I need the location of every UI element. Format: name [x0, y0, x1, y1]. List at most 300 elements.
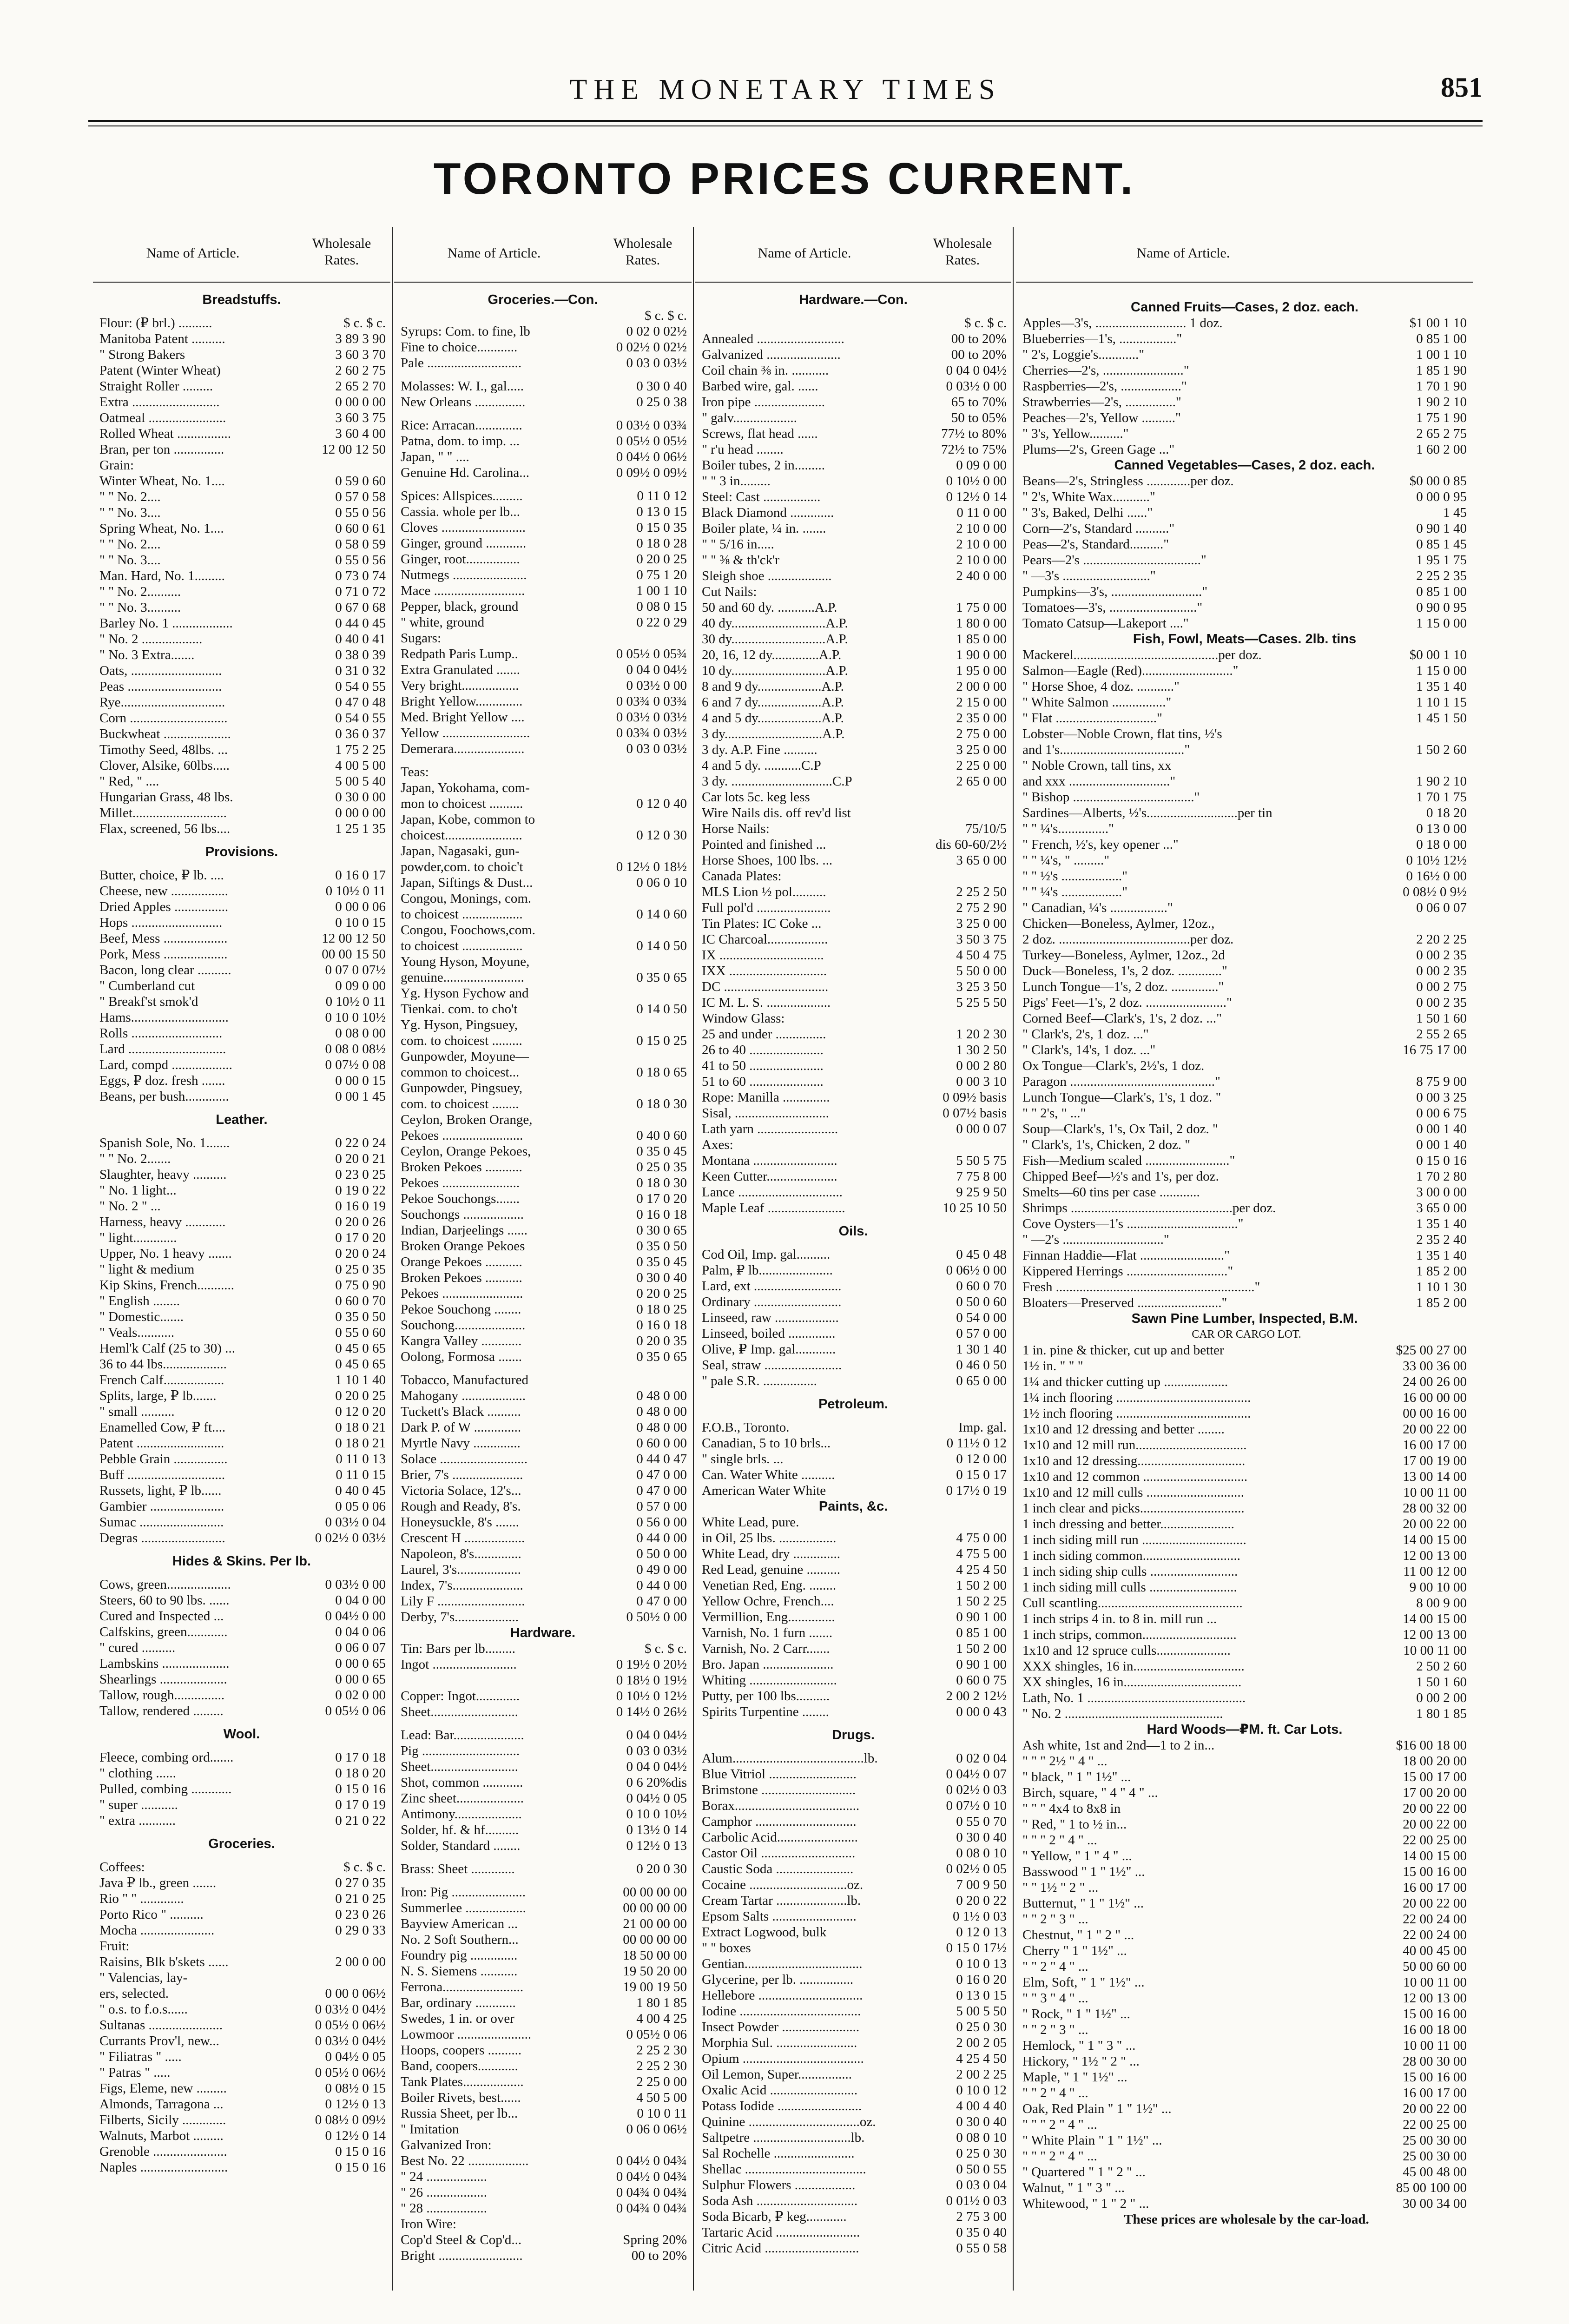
section-heading — [93, 1726, 390, 1742]
article-name: Ash white, 1st and 2nd—1 to 2 in... — [1022, 1738, 1215, 1753]
wholesale-rate: 0 05½ 0 06½ — [315, 2018, 386, 2033]
article-name: " Domestic....... — [99, 1309, 184, 1324]
article-name: " " 2 " 4 " ... — [1022, 1959, 1088, 1974]
section-title: Hard Woods—₽M. ft. Car Lots. — [1147, 1722, 1343, 1737]
wholesale-rate: 1 35 1 40 — [1416, 1216, 1467, 1231]
price-row — [93, 1671, 390, 1687]
price-row — [93, 410, 390, 426]
price-row — [695, 2225, 1011, 2240]
price-row — [695, 2019, 1011, 2035]
article-name: 10 dy............................A.P. — [702, 663, 848, 678]
price-row — [695, 1782, 1011, 1798]
price-row — [93, 2128, 390, 2144]
price-row — [394, 859, 692, 875]
wholesale-rate: 0 55 0 56 — [335, 553, 386, 568]
price-row — [695, 2130, 1011, 2146]
wholesale-rate: 0 29 0 33 — [335, 1923, 386, 1938]
wholesale-rate: 1 60 2 00 — [1416, 442, 1467, 457]
article-name: Coil chain ⅜ in. ........... — [702, 363, 829, 378]
price-row — [695, 1972, 1011, 1987]
article-name: Lath, No. 1 ............................................... — [1022, 1690, 1246, 1705]
article-name: " " ¼'s..............." — [1022, 821, 1114, 836]
article-name: " " boxes — [702, 1941, 751, 1955]
wholesale-rate: 0 65 0 00 — [956, 1373, 1007, 1388]
wholesale-rate: 0 04¾ 0 04¾ — [616, 2201, 687, 2216]
price-row — [695, 1861, 1011, 1877]
wholesale-rate: 28 00 30 00 — [1403, 2054, 1467, 2069]
price-row — [1016, 1990, 1473, 2006]
price-row — [695, 2098, 1011, 2114]
price-row — [695, 426, 1011, 442]
price-row — [1016, 1089, 1473, 1105]
price-row — [695, 552, 1011, 568]
wholesale-rate: 1 10 1 30 — [1416, 1280, 1467, 1294]
article-name: Soup—Clark's, 1's, Ox Tail, 2 doz. " — [1022, 1122, 1218, 1136]
article-name: Barley No. 1 .................. — [99, 616, 233, 631]
wholesale-rate: 0 03 0 03½ — [626, 356, 687, 370]
article-name: Indian, Darjeelings ...... — [401, 1223, 528, 1238]
article-name: Lead: Bar..................... — [401, 1728, 524, 1743]
article-name: Sardines—Alberts, ½'s...........................per tin — [1022, 805, 1272, 820]
wholesale-rate: 0 04½ 0 04¾ — [616, 2169, 687, 2184]
price-row — [695, 1467, 1011, 1483]
wholesale-rate: 0 18 0 25 — [636, 1302, 687, 1317]
wholesale-rate: 0 50½ 0 00 — [626, 1610, 687, 1624]
article-name: Bran, per ton ............... — [99, 442, 224, 457]
article-name: Demerara..................... — [401, 741, 525, 756]
article-name: Soda Ash .............................. — [702, 2193, 858, 2208]
price-row — [1016, 1548, 1473, 1564]
article-name: Russia Sheet, per lb... — [401, 2106, 518, 2121]
price-row — [695, 568, 1011, 584]
wholesale-rate: 00 to 20% — [951, 347, 1007, 362]
wholesale-rate: 0 11 0 12 — [637, 489, 687, 503]
price-row — [1016, 852, 1473, 868]
price-row — [695, 1310, 1011, 1326]
article-name: Yg. Hyson Fychow and — [401, 986, 529, 1001]
wholesale-rate: 21 00 00 00 — [623, 1916, 687, 1931]
price-row — [93, 962, 390, 978]
price-row — [1016, 1105, 1473, 1121]
price-row — [93, 363, 390, 378]
wholesale-rate: 0 16 0 18 — [636, 1318, 687, 1333]
wholesale-rate: 0 06 0 07 — [335, 1640, 386, 1655]
price-row — [394, 725, 692, 741]
wholesale-rate: 3 89 3 90 — [335, 331, 386, 346]
wholesale-rate: 0 04 0 04½ — [946, 363, 1007, 378]
article-name: Sugars: — [401, 631, 441, 646]
article-name: Gambier ...................... — [99, 1499, 224, 1514]
wholesale-rate: 0 04 0 04½ — [626, 1759, 687, 1774]
price-row — [394, 954, 692, 970]
price-row — [394, 1790, 692, 1806]
article-name: and xxx .............................." — [1022, 774, 1176, 789]
article-name: Canada Plates: — [702, 869, 782, 884]
price-column-2 — [394, 227, 692, 2291]
wholesale-rate: 12 00 12 50 — [322, 931, 386, 946]
article-name: Brier, 7's ..................... — [401, 1467, 523, 1482]
wholesale-rate: 1 50 2 25 — [956, 1594, 1007, 1609]
column-header — [695, 227, 1011, 283]
article-name: Elm, Soft, " 1 " 1½" ... — [1022, 1975, 1145, 1990]
price-row — [93, 1640, 390, 1656]
article-name: Oatmeal ....................... — [99, 410, 226, 425]
section-title: Canned Vegetables—Cases, 2 doz. each. — [1114, 458, 1375, 473]
article-name: 3 dy.............................A.P. — [702, 726, 845, 741]
price-row — [394, 1333, 692, 1349]
price-row — [695, 1089, 1011, 1105]
wholesale-rate: 0 19 0 22 — [335, 1183, 386, 1198]
section-title: Groceries.—Con. — [488, 292, 598, 307]
price-row — [93, 1656, 390, 1671]
wholesale-rate: 0 04½ 0 04¾ — [616, 2153, 687, 2168]
price-row — [1016, 600, 1473, 615]
wholesale-rate: 0 60 0 61 — [335, 521, 386, 536]
price-row — [93, 1608, 390, 1624]
article-name: Pekoe Souchongs....... — [401, 1191, 520, 1206]
wholesale-rate: 3 25 0 00 — [956, 916, 1007, 931]
price-row — [695, 1845, 1011, 1861]
wholesale-rate: 0 35 0 40 — [956, 2225, 1007, 2240]
article-name: Tomatoes—3's, .........................." — [1022, 600, 1203, 615]
wholesale-rate: 4 75 0 00 — [956, 1531, 1007, 1545]
wholesale-rate: 0 57 0 00 — [636, 1499, 687, 1514]
price-row — [1016, 536, 1473, 552]
price-row — [394, 339, 692, 355]
article-name: MLS Lion ½ pol.......... — [702, 885, 826, 899]
price-row — [695, 679, 1011, 694]
price-row — [1016, 1263, 1473, 1279]
article-name: 1 inch clear and picks............................... — [1022, 1501, 1245, 1516]
column-header-rates: Wholesale Rates. — [933, 236, 992, 268]
article-name: Nutmegs ...................... — [401, 568, 527, 582]
wholesale-rate: 0 15 0 25 — [636, 1033, 687, 1048]
article-name: Copper: Ingot............. — [401, 1689, 520, 1703]
article-name: Turkey—Boneless, Aylmer, 12oz., 2d — [1022, 948, 1225, 963]
wholesale-rate: 1 85 2 00 — [1416, 1295, 1467, 1310]
wholesale-rate: 0 09 0 00 — [335, 978, 386, 993]
wholesale-rate: 0 49 0 00 — [636, 1562, 687, 1577]
wholesale-rate: 0 04½ 0 07 — [946, 1767, 1007, 1782]
article-name: Sultanas ...................... — [99, 2018, 223, 2033]
wholesale-rate: 0 00 0 06 — [335, 899, 386, 914]
article-name: " No. 1 light... — [99, 1183, 177, 1198]
wholesale-rate: 50 to 05% — [951, 410, 1007, 425]
section-heading — [394, 1625, 692, 1641]
article-name: Laurel, 3's................... — [401, 1562, 521, 1577]
price-row — [695, 852, 1011, 868]
article-name: 3 dy. ..............................C.P — [702, 774, 852, 789]
section-title: Leather. — [216, 1112, 268, 1127]
price-row — [394, 2058, 692, 2074]
price-row — [93, 821, 390, 837]
article-name: Young Hyson, Moyune, — [401, 954, 530, 969]
article-name: powder,com. to choic't — [401, 859, 523, 874]
wholesale-rate: Imp. gal. — [958, 1420, 1007, 1435]
price-row — [93, 1128, 390, 1135]
price-row — [695, 1593, 1011, 1609]
wholesale-rate: 12 00 13 00 — [1403, 1548, 1467, 1563]
article-name: Victoria Solace, 12's... — [401, 1483, 521, 1498]
wholesale-rate: 2 50 2 60 — [1416, 1659, 1467, 1674]
price-row — [93, 1419, 390, 1435]
price-row — [394, 1932, 692, 1948]
article-name: 1½ inch flooring ........................................ — [1022, 1406, 1251, 1421]
price-row — [1016, 1832, 1473, 1848]
wholesale-rate: 0 10 0 15 — [335, 915, 386, 930]
wholesale-rate: 0 04 0 04½ — [626, 1728, 687, 1743]
wholesale-rate: 20 00 22 00 — [1403, 1817, 1467, 1832]
price-row — [1016, 663, 1473, 679]
article-name: Sisal, ............................ — [702, 1106, 829, 1121]
price-row — [394, 1704, 692, 1720]
article-name: Montana ......................... — [702, 1153, 837, 1168]
wholesale-rate: 17 00 20 00 — [1403, 1785, 1467, 1800]
wholesale-rate: 15 00 16 00 — [1403, 2070, 1467, 2085]
wholesale-rate: 0 22 0 29 — [636, 615, 687, 630]
wholesale-rate: 1 00 1 10 — [1416, 347, 1467, 362]
wholesale-rate: 10 00 11 00 — [1403, 1643, 1467, 1658]
article-name: " " No. 2.......... — [99, 584, 181, 599]
price-row — [695, 789, 1011, 805]
article-name: Hellebore ............................... — [702, 1988, 863, 2003]
price-row — [1016, 1184, 1473, 1200]
wholesale-rate: 0 00 2 00 — [1416, 1690, 1467, 1705]
article-name: Cod Oil, Imp. gal.......... — [702, 1247, 831, 1262]
price-row — [1016, 615, 1473, 631]
price-row — [93, 1592, 390, 1608]
wholesale-rate: 0 10½ 0 00 — [946, 474, 1007, 489]
wholesale-rate: 0 60 0 70 — [335, 1294, 386, 1308]
article-name: " Canadian, ¼'s ................." — [1022, 900, 1173, 915]
price-row — [93, 2001, 390, 2017]
article-name: Chicken—Boneless, Aylmer, 12oz., — [1022, 916, 1215, 931]
price-row — [394, 1995, 692, 2011]
price-row — [1016, 1880, 1473, 1895]
wholesale-rate: 0 13 0 00 — [1416, 821, 1467, 836]
article-name: " white, ground — [401, 615, 485, 630]
price-row — [695, 1530, 1011, 1546]
article-name: Hoops, coopers .......... — [401, 2043, 522, 2058]
column-divider — [1013, 227, 1014, 2291]
article-name: Very bright................. — [401, 678, 519, 693]
price-row — [93, 378, 390, 394]
wholesale-rate: 2 75 0 00 — [956, 726, 1007, 741]
article-name: Opium .................................... — [702, 2051, 864, 2066]
price-row — [695, 742, 1011, 758]
price-row — [93, 1970, 390, 1986]
article-name: Cherries—2's, ........................" — [1022, 363, 1189, 378]
price-row — [695, 2209, 1011, 2225]
price-row — [93, 2112, 390, 2128]
price-row — [1016, 1469, 1473, 1485]
price-row — [93, 1797, 390, 1813]
price-row — [1016, 1074, 1473, 1089]
price-row — [93, 1577, 390, 1592]
price-row — [1016, 1279, 1473, 1295]
price-row — [394, 1372, 692, 1388]
wholesale-rate: 0 45 0 48 — [956, 1247, 1007, 1262]
article-name: " " " 2 " 4 " ... — [1022, 2117, 1097, 2132]
article-name: " 2's, Loggie's............" — [1022, 347, 1145, 362]
wholesale-rate: 0 00 0 00 — [335, 395, 386, 409]
article-name: " White Salmon ................" — [1022, 695, 1172, 710]
article-name: Pekoes ....................... — [401, 1175, 520, 1190]
wholesale-rate: 1 45 1 50 — [1416, 711, 1467, 726]
price-row — [1016, 1200, 1473, 1216]
article-name: 1 inch siding mill run ............................... — [1022, 1532, 1246, 1547]
price-row — [1016, 1437, 1473, 1453]
price-row — [394, 2042, 692, 2058]
article-name: Extra .......................... — [99, 395, 220, 409]
article-name: common to choicest... — [401, 1065, 520, 1080]
article-name: 4 and 5 dy. ...........C.P — [702, 758, 821, 773]
price-row — [394, 1483, 692, 1499]
wholesale-rate: 0 44 0 45 — [335, 616, 386, 631]
article-name: 6 and 7 dy...................A.P. — [702, 695, 844, 710]
section-title: Oils. — [838, 1224, 868, 1239]
price-row — [695, 1373, 1011, 1389]
article-name: Oats, ........................... — [99, 663, 222, 678]
article-name: " " 3 " 4 " ... — [1022, 1991, 1088, 2006]
wholesale-rate: 0 44 0 47 — [636, 1452, 687, 1466]
article-name: 1x10 and 12 dressing................................ — [1022, 1453, 1246, 1468]
wholesale-rate: 2 25 2 30 — [636, 2059, 687, 2073]
section-heading — [1016, 631, 1473, 647]
article-name: Straight Roller ......... — [99, 379, 213, 394]
article-name: " " No. 3.... — [99, 505, 161, 520]
price-row — [93, 1986, 390, 2001]
wholesale-rate: 0 54 0 55 — [335, 711, 386, 726]
article-name: American Water White — [702, 1483, 826, 1498]
wholesale-rate: 0 02½ 0 03 — [946, 1783, 1007, 1797]
price-row — [93, 758, 390, 773]
price-row — [695, 2193, 1011, 2209]
wholesale-rate: 0 30 0 00 — [335, 790, 386, 805]
wholesale-rate: 0 16 0 17 — [335, 868, 386, 883]
price-row — [93, 1938, 390, 1954]
price-row — [394, 1838, 692, 1854]
price-row — [394, 599, 692, 614]
price-row — [93, 1372, 390, 1388]
article-name: Car lots 5c. keg less — [702, 790, 810, 805]
price-row — [394, 875, 692, 891]
price-row — [1016, 2069, 1473, 2085]
wholesale-rate: 0 56 0 00 — [636, 1515, 687, 1530]
article-name: Tienkai. com. to cho't — [401, 1002, 518, 1017]
article-name: Cop'd Steel & Cop'd... — [401, 2232, 522, 2247]
article-name: " No. 3 Extra....... — [99, 647, 195, 662]
wholesale-rate: 1 95 1 75 — [1416, 553, 1467, 568]
wholesale-rate: 0 25 0 35 — [335, 1262, 386, 1277]
price-row — [93, 647, 390, 663]
article-name: Tartaric Acid ......................... — [702, 2225, 860, 2240]
price-row — [1016, 1327, 1473, 1342]
top-rule — [88, 120, 1483, 122]
price-row — [394, 2027, 692, 2042]
price-row — [394, 1861, 692, 1877]
price-row — [394, 308, 692, 324]
wholesale-rate: 1 30 2 50 — [956, 1043, 1007, 1057]
article-name: Tuckett's Black .......... — [401, 1404, 521, 1419]
article-name: Keen Cutter..................... — [702, 1169, 837, 1184]
wholesale-rate: 1 25 1 35 — [335, 821, 386, 836]
price-row — [695, 1908, 1011, 1924]
wholesale-rate: 0 07½ 0 08 — [325, 1057, 386, 1072]
article-name: " " ¼'s .................." — [1022, 885, 1128, 899]
wholesale-rate: 0 35 0 65 — [636, 970, 687, 985]
section-heading — [93, 292, 390, 308]
wholesale-rate: 0 40 0 60 — [636, 1128, 687, 1143]
price-row — [93, 805, 390, 821]
article-name: Grain: — [99, 458, 134, 473]
wholesale-rate: 15 00 17 00 — [1403, 1769, 1467, 1784]
price-row — [1016, 1848, 1473, 1864]
article-name: " " ⅜ & th'ck'r — [702, 553, 780, 568]
masthead-title: THE MONETARY TIMES — [569, 74, 1002, 106]
wholesale-rate: 1 70 2 80 — [1416, 1169, 1467, 1184]
price-row — [695, 2082, 1011, 2098]
article-name: " " 1½ " 2 " ... — [1022, 1880, 1099, 1895]
price-row — [93, 1742, 390, 1750]
article-name: White Lead, dry .............. — [702, 1546, 840, 1561]
article-name: Figs, Eleme, new ......... — [99, 2081, 227, 2096]
price-row — [93, 505, 390, 521]
wholesale-rate: 0 35 0 50 — [636, 1239, 687, 1254]
article-name: Borax..................................... — [702, 1798, 860, 1813]
price-row — [93, 347, 390, 363]
column-body — [695, 292, 1011, 2256]
wholesale-rate: 0 00 0 65 — [335, 1672, 386, 1687]
article-name: Quinine .................................oz. — [702, 2114, 876, 2129]
article-name: Can. Water White .......... — [702, 1467, 835, 1482]
price-row — [695, 615, 1011, 631]
wholesale-rate: 0 30 0 40 — [956, 2114, 1007, 2129]
article-name: to choicest .................. — [401, 938, 523, 953]
wholesale-rate: 0 30 0 40 — [636, 1270, 687, 1285]
price-row — [695, 2067, 1011, 2082]
price-row — [695, 457, 1011, 473]
price-row — [695, 1074, 1011, 1089]
price-row — [695, 1419, 1011, 1435]
price-row — [1016, 789, 1473, 805]
price-row — [93, 1041, 390, 1057]
price-row — [93, 568, 390, 584]
column-divider — [392, 227, 393, 2291]
price-row — [695, 947, 1011, 963]
wholesale-rate: 77½ to 80% — [941, 426, 1007, 441]
price-row — [93, 931, 390, 946]
price-row — [394, 1672, 692, 1688]
price-row — [695, 1105, 1011, 1121]
price-row — [1016, 552, 1473, 568]
price-row — [93, 394, 390, 410]
price-row — [93, 994, 390, 1010]
wholesale-rate: 0 00 2 35 — [1416, 948, 1467, 963]
price-row — [1016, 442, 1473, 457]
wholesale-rate: 2 25 2 35 — [1416, 568, 1467, 583]
price-row — [93, 2017, 390, 2033]
wholesale-rate: 0 00 0 00 — [335, 805, 386, 820]
article-name: " Imitation — [401, 2122, 459, 2137]
wholesale-rate: 0 23 0 26 — [335, 1907, 386, 1922]
wholesale-rate: 0 13½ 0 14 — [626, 1822, 687, 1837]
price-row — [1016, 1058, 1473, 1074]
price-row — [394, 1530, 692, 1546]
price-row — [93, 1530, 390, 1546]
price-row — [93, 1781, 390, 1797]
price-row — [1016, 2133, 1473, 2148]
